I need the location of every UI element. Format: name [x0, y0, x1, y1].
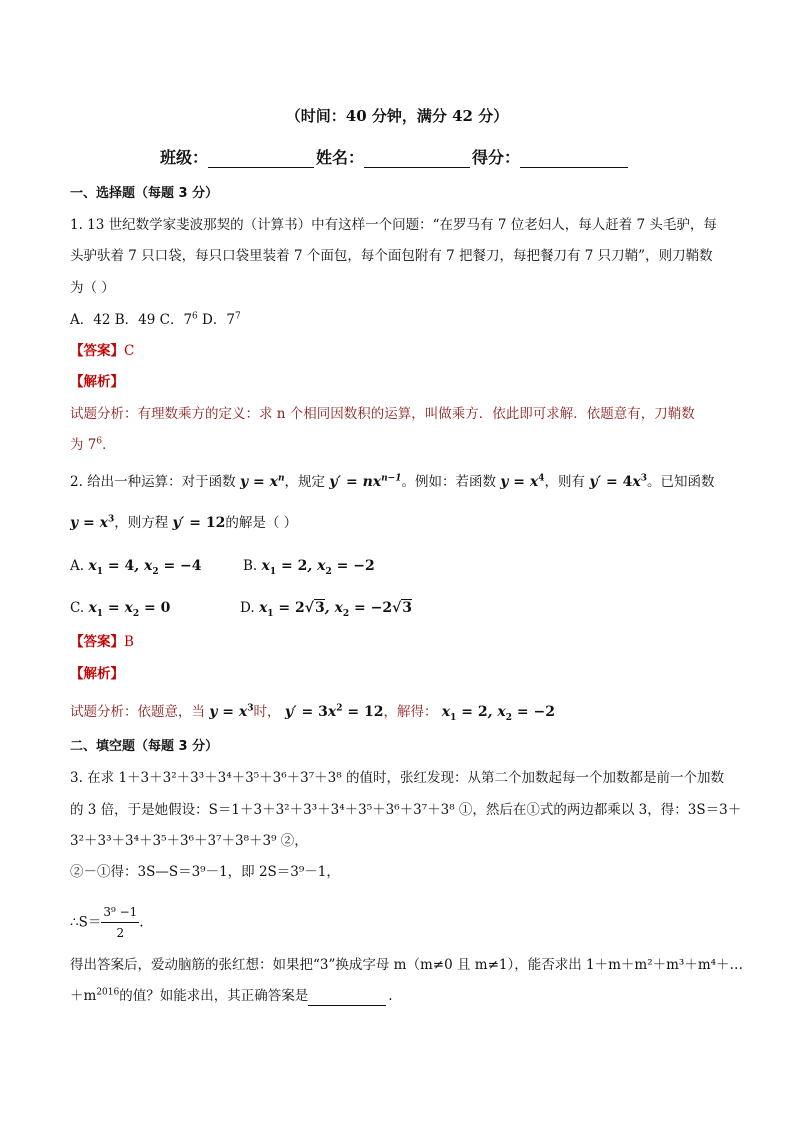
q3-line4: ②－①得：3S—S＝3⁹－1，即 2S＝3⁹－1， [70, 864, 340, 880]
q2-option-d: D. $x_1 = 2√3$, $x_2 = -2√3$ [240, 600, 413, 619]
formula-y-eq-x4: $y = x^4$ [500, 473, 545, 490]
q2-line1: 2. 给出一种运算：对于函数 $y = x^n$，规定 $y' = nx^{n-1}$。例如：若函数 $y = x^4$，则有 $y' = 4x^3$。已知函数 [70, 473, 715, 490]
q1-analysis-line1: 试题分析：有理数乘方的定义：求 n 个相同因数积的运算，叫做乘方．依此即可求解．依题意有，刀鞘数 [70, 406, 695, 422]
section-heading-fill: 二、填空题（每题 3 分） [70, 739, 219, 754]
score-label: 得分： [472, 148, 521, 167]
score-blank[interactable] [520, 151, 628, 168]
q1-options: A．42 B．49 C．$7^6$ D．$7^7$ [70, 311, 241, 328]
formula-derivative-rule: $y' = nx^{n-1}$ [329, 473, 402, 490]
name-label: 姓名： [316, 148, 365, 167]
formula-y-eq-x3: $y = x^3$ [70, 514, 115, 531]
fraction: $\frac{\text{3⁹ −1}}{2}$ [101, 902, 139, 943]
q1-line1: 1. 13 世纪数学家斐波那契的（计算书）中有这样一个问题：“在罗马有 7 位老妇人，每人赶着 7 头毛驴，每 [70, 217, 717, 233]
formula-derivative-4x3: $y' = 4x^3$ [589, 473, 647, 490]
q3-line6: 得出答案后，爱动脑筋的张红想：如果把“3”换成字母 m（m≠0 且 m≠1），能否求出 1＋m＋m²＋m³＋m⁴＋… [70, 957, 744, 973]
section-heading-choice: 一、选择题（每题 3 分） [70, 186, 219, 201]
class-blank[interactable] [208, 151, 314, 168]
q1-line2: 头驴驮着 7 只口袋，每只口袋里装着 7 个面包，每个面包附有 7 把餐刀，每把餐刀有 7 只刀鞘”，则刀鞘数 [70, 248, 713, 264]
q3-line7: $+m^{2016}$的值？如能求出，其正确答案是 . [70, 987, 393, 1004]
q1-analysis-line2: 为 $7^6$． [70, 436, 116, 453]
formula-y-prime-eq-12: y′ = 12 [172, 515, 226, 531]
answer-blank[interactable] [308, 991, 386, 1006]
answer-label: 【答案】 [70, 343, 124, 359]
answer-label: 【答案】 [70, 634, 124, 650]
q2-analysis: 试题分析：依题意，当 $y = x^3$时， $y' = 3x^2 = 12$，解得： $x_1 = 2$, $x_2 = -2$ [70, 703, 555, 723]
q3-therefore: ∴S＝ $\frac{\text{3⁹ −1}}{2}$ . [70, 902, 144, 943]
page-title: （时间：40 分钟，满分 42 分） [285, 107, 509, 125]
q1-answer [70, 341, 134, 361]
q2-answer [70, 632, 134, 652]
formula-y-eq-x-n: $y = x^n$ [239, 473, 285, 490]
q2-option-b: B. $x_1 = 2$, $x_2 = -2$ [243, 558, 375, 577]
q2-option-a: A. $x_1 = 4$, $x_2 = -4$ [70, 558, 202, 577]
q3-line1: 3. 在求 1＋3＋3²＋3³＋3⁴＋3⁵＋3⁶＋3⁷＋3⁸ 的值时，张红发现：从第二个加数起每一个加数都是前一个加数 [70, 770, 724, 786]
student-info-fields [160, 148, 630, 168]
q1-analysis-label: 【解析】 [70, 374, 124, 390]
class-label: 班级： [160, 148, 209, 167]
name-blank[interactable] [364, 151, 470, 168]
q2-line2: $y = x^3$，则方程 y′ = 12的解是（ ） [70, 514, 298, 531]
q1-line3: 为（ ） [70, 280, 115, 296]
q3-line2: 的 3 倍，于是她假设：S＝1＋3＋3²＋3³＋3⁴＋3⁵＋3⁶＋3⁷＋3⁸ ①，然后在①式的两边都乘以 3，得：3S＝3＋ [70, 802, 742, 818]
q2-analysis-label: 【解析】 [70, 666, 124, 682]
q3-line3: 3²＋3³＋3⁴＋3⁵＋3⁶＋3⁷＋3⁸＋3⁹ ②， [70, 833, 308, 849]
answer-value: C [124, 343, 135, 359]
q2-option-c: C. $x_1 = x_2 = 0$ [70, 600, 171, 619]
answer-value: B [124, 634, 134, 650]
